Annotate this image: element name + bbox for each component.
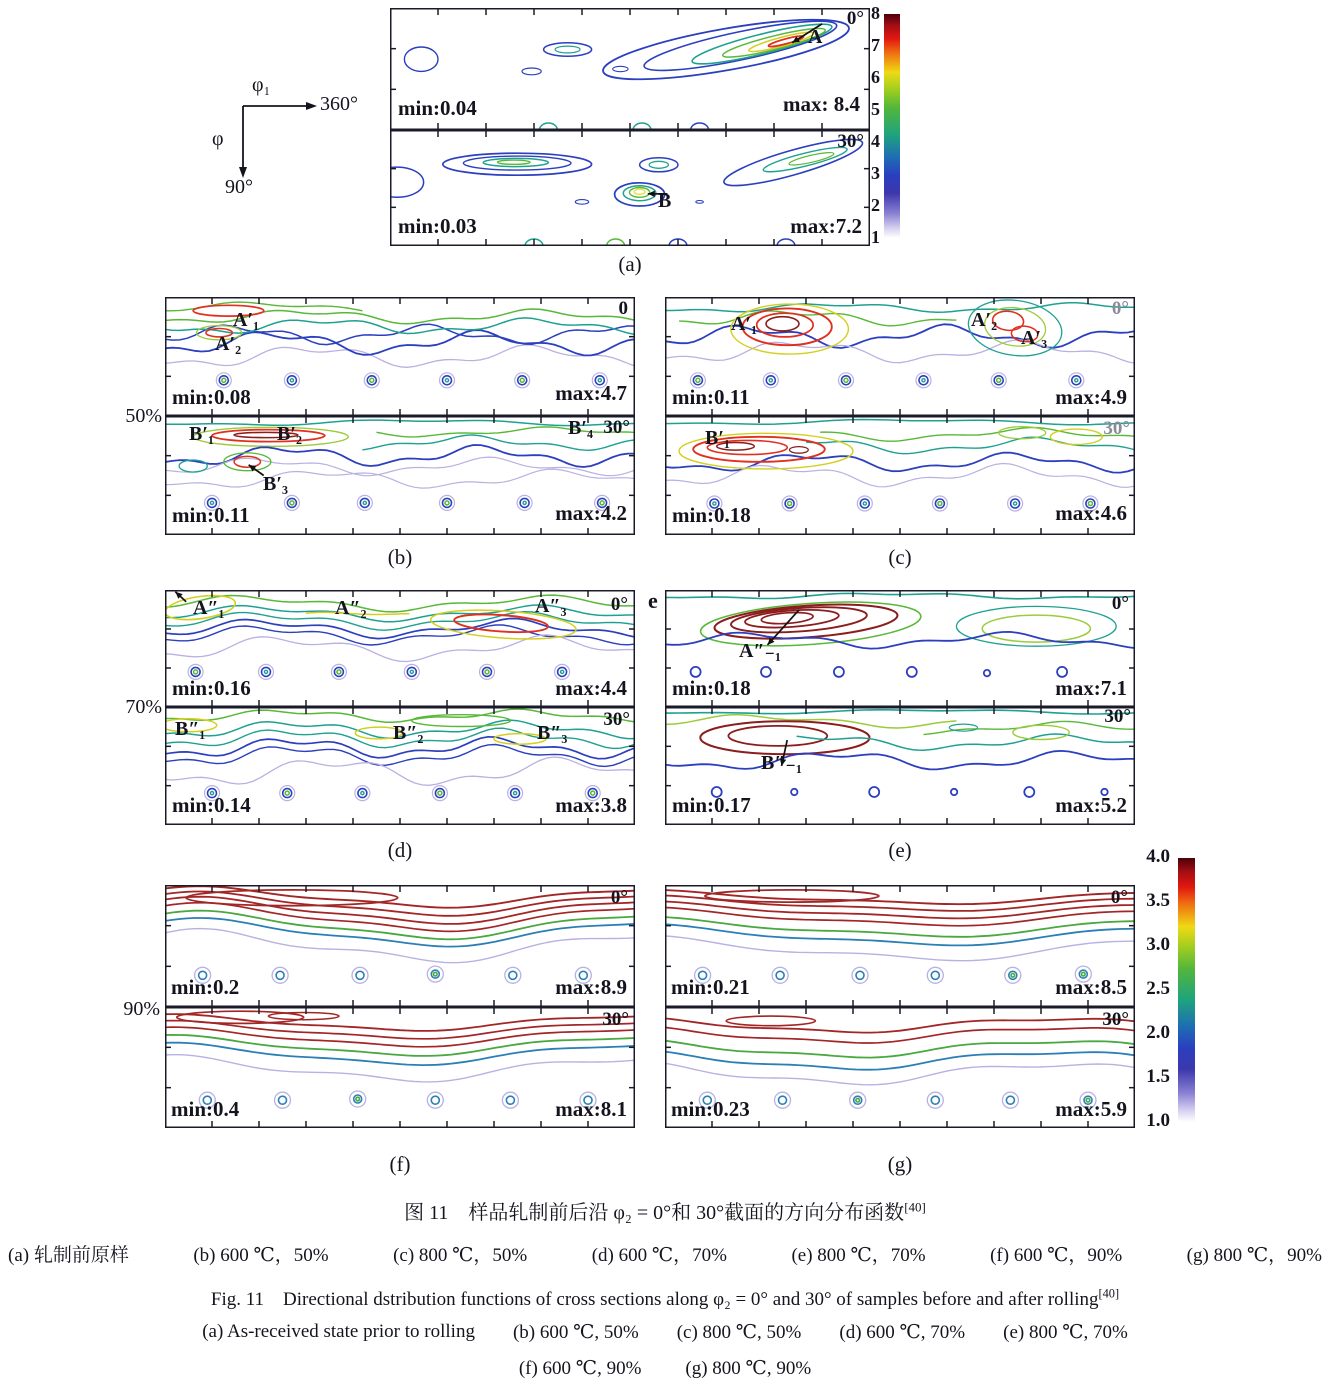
panel-g [665,885,1135,1128]
row-label-90: 90% [123,998,160,1020]
caption-item: (b) 600 ℃, 50% [512,1322,639,1343]
peak-label: A′₂ [971,309,998,331]
caption-item: (e) 800 ℃，70% [791,1245,926,1266]
caption-item: (e) 800 ℃, 70% [1003,1322,1128,1343]
panel-letter-b: (b) [387,545,413,569]
max-value-label: max:4.2 [555,501,627,525]
section-angle-label: 0° [1111,593,1129,614]
max-value-label: max:4.6 [1055,501,1127,525]
caption-cn-title-text: 图 11 样品轧制前后沿 φ₂ = 0°和 30°截面的方向分布函数 [404,1202,905,1224]
caption-item: (f) 600 ℃, 90% [518,1358,642,1379]
colorbar-tick: 4 [871,131,880,151]
caption-item: (d) 600 ℃, 70% [839,1322,966,1343]
caption-cn-ref: [40] [904,1199,926,1215]
section-angle-label: 0 [618,298,628,319]
min-value-label: min:0.2 [171,975,240,999]
colorbar-tick: 2 [871,195,880,215]
caption-en-title [0,1284,1330,1311]
peak-label: B′₂ [277,423,302,445]
min-value-label: min:0.03 [398,214,477,238]
peak-label: A″₁ [193,597,225,619]
max-value-label: max:3.8 [555,793,627,817]
min-value-label: min:0.16 [172,676,251,700]
colorbar-tick: 5 [871,99,880,119]
axis-arrows [225,70,335,190]
section-angle-label: 30° [1103,418,1130,439]
panel-d [165,590,635,825]
section-angle-label: 0° [1111,298,1129,319]
colorbar-tick: 6 [871,67,880,87]
min-value-label: min:0.21 [671,975,750,999]
panel-e [665,590,1135,825]
colorbar-tick: 3.0 [1146,934,1170,955]
panel-c [665,297,1135,535]
peak-label: A″₂ [335,597,367,619]
colorbar-tick: 8 [871,3,880,23]
section-angle-label: 0° [610,887,628,908]
peak-label: B′₁ [705,427,730,449]
panel-letter-d: (d) [387,838,413,862]
max-value-label: max:4.7 [555,381,627,405]
colorbar-tick: 2.0 [1146,1022,1170,1043]
colorbar-bottom [1178,858,1195,1122]
section-angle-label: 30° [1102,1009,1129,1030]
min-value-label: min:0.18 [672,676,751,700]
caption-item: (g) 800 ℃，90% [1186,1245,1322,1266]
max-value-label: max: 8.4 [783,92,860,116]
panel-letter-g: (g) [887,1152,913,1176]
panel-letter-c: (c) [888,545,912,569]
peak-label: A′₁ [731,313,758,335]
caption-cn-items [0,1240,1330,1267]
panel-letter-e: (e) [888,838,912,862]
max-value-label: max:8.9 [555,975,627,999]
panel-f [165,885,635,1128]
peak-label: B″₂ [393,722,424,744]
peak-label: B″₁ [175,718,206,740]
peak-label: B′₁ [189,423,214,445]
peak-label: A′₂ [215,333,242,355]
peak-label-A: A [808,26,823,48]
section-angle-label: 30° [603,417,630,438]
phi-axis-max: 90° [225,176,253,198]
min-value-label: min:0.17 [672,793,751,817]
peak-label: B″₃ [537,722,568,744]
min-value-label: min:0.4 [171,1097,240,1121]
caption-item: (a) As-received state prior to rolling [202,1321,475,1342]
phi1-axis-max: 360° [320,93,358,115]
min-value-label: min:0.18 [672,503,751,527]
colorbar-tick: 1 [871,227,880,247]
colorbar-tick: 3.5 [1146,890,1170,911]
stray-e-label: e [648,588,658,613]
panel-letter-a: (a) [618,252,642,276]
caption-en-items-1 [0,1321,1330,1344]
max-value-label: max:7.1 [1055,676,1127,700]
colorbar-tick: 4.0 [1146,846,1170,867]
colorbar-tick: 1.0 [1146,1110,1170,1131]
caption-item: (a) 轧制前原样 [8,1245,129,1266]
max-value-label: max:7.2 [790,214,862,238]
peak-label-B: B [658,190,672,212]
row-label-70: 70% [125,696,162,718]
panel-a [390,8,870,246]
section-angle-label: 30° [837,131,864,152]
caption-item: (c) 800 ℃，50% [393,1245,528,1266]
peak-label: A″₃ [535,595,567,617]
colorbar-tick: 2.5 [1146,978,1170,999]
section-angle-label: 30° [1104,706,1131,727]
caption-item: (d) 600 ℃，70% [591,1245,727,1266]
caption-item: (c) 800 ℃, 50% [676,1322,802,1343]
section-angle-label: 0° [846,8,864,29]
colorbar-tick: 1.5 [1146,1066,1170,1087]
peak-label: A′₁ [233,309,260,331]
max-value-label: max:8.5 [1055,975,1127,999]
caption-en-title-text: Fig. 11 Directional dstribution functions of cross sections along φ₂ = 0° and 30° of samples before and after rolling [210,1289,1099,1310]
peak-label: B″₋₁ [761,752,802,774]
colorbar-tick: 3 [871,163,880,183]
min-value-label: min:0.04 [398,96,477,120]
max-value-label: max:5.9 [1055,1097,1127,1121]
max-value-label: max:4.9 [1055,385,1127,409]
colorbar-tick: 7 [871,35,880,55]
min-value-label: min:0.11 [172,503,250,527]
min-value-label: min:0.11 [672,385,750,409]
caption-item: (g) 800 ℃, 90% [685,1358,812,1379]
phi-axis-label: φ [212,128,224,150]
colorbar-top [884,14,900,238]
caption-en-ref: [40] [1098,1286,1120,1301]
caption-item: (b) 600 ℃，50% [193,1245,329,1266]
caption-cn-title [0,1196,1330,1225]
section-angle-label: 0° [1110,887,1128,908]
peak-label: A′₃ [1021,327,1048,349]
section-angle-label: 30° [602,1009,629,1030]
peak-label: A″₋₁ [739,640,782,662]
max-value-label: max:4.4 [555,676,627,700]
panel-b [165,297,635,535]
min-value-label: min:0.23 [671,1097,750,1121]
phi1-axis-label: φ₁ [252,74,271,96]
section-angle-label: 30° [603,709,630,730]
min-value-label: min:0.08 [172,385,251,409]
row-label-50: 50% [125,405,162,427]
min-value-label: min:0.14 [172,793,251,817]
section-angle-label: 0° [610,594,628,615]
max-value-label: max:5.2 [1055,793,1127,817]
peak-label: B′₄ [568,417,593,439]
peak-label: B′₃ [263,473,288,495]
panel-letter-f: (f) [389,1152,411,1176]
max-value-label: max:8.1 [555,1097,627,1121]
caption-item: (f) 600 ℃，90% [990,1245,1123,1266]
caption-en-items-2 [0,1357,1330,1380]
